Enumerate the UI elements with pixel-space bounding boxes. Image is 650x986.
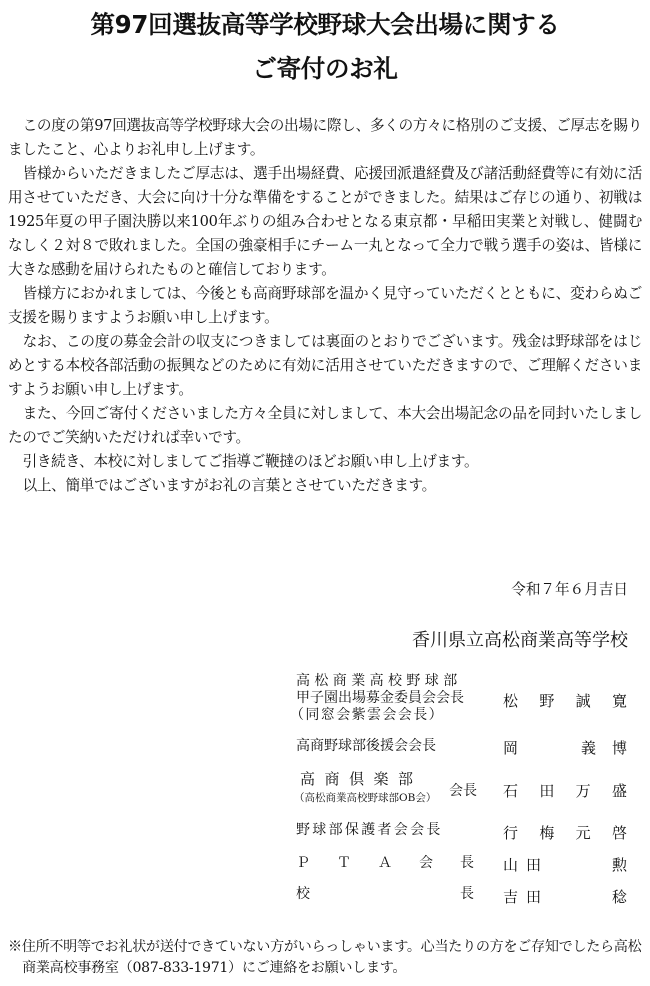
signatory-name	[503, 886, 627, 907]
name-char: 山	[503, 856, 519, 874]
name-char: 田	[539, 782, 555, 800]
signatory-role: 会長	[449, 783, 477, 799]
name-char: 誠	[575, 692, 591, 710]
name-char: 吉	[503, 888, 519, 906]
name-char: 稔	[611, 888, 627, 906]
title-char: 会	[419, 855, 433, 871]
paragraph: 引き続き、本校に対しましてご指導ご鞭撻のほどお願い申し上げます。	[22, 453, 479, 470]
name-char: 義	[580, 739, 596, 757]
name-char: 寛	[611, 692, 627, 710]
paragraph: 皆様方におかれましては、今後とも高商野球部を温かく見守っていただくとともに、変わらぬご支援を賜りますようお願い申し上げます。	[8, 285, 642, 326]
name-char: 野	[539, 692, 555, 710]
name-char: 石	[503, 782, 519, 800]
title-char: Ｐ	[296, 855, 310, 871]
name-char: 松	[503, 692, 519, 710]
paragraph: 皆様からいただきましたご厚志は、選手出場経費、応援団派遣経費及び諸活動経費等に有効に活用させていただき、大会に向け十分な準備をすることができました。結果はご存じの通り、初戦は1925年夏の甲子園決勝以来100年ぶりの組み合わせとなる東京都・早稲田実業と対戦し、健闘むなしく２対８で敗れました。全国の強豪相手にチーム一丸となって全力で戦う選手の姿は、皆様に大きな感動を届けられたものと確信しております。	[8, 165, 642, 278]
title-char: Ｔ	[337, 855, 351, 871]
name-char: 勲	[611, 856, 627, 874]
title-char: 校	[296, 886, 310, 902]
signatory-name	[503, 822, 627, 843]
paragraph: この度の第97回選抜高等学校野球大会の出場に際し、多くの方々に格別のご支援、ご厚志を賜りましたこと、心よりお礼申し上げます。	[8, 117, 642, 158]
footnote	[8, 937, 642, 979]
signatory-title	[296, 886, 474, 902]
name-char: 元	[575, 824, 591, 842]
title-char: 長	[460, 886, 474, 902]
document-subtitle: ご寄付のお礼	[252, 54, 398, 83]
signatory-title: 野球部保護者会会長	[296, 822, 443, 838]
letter-date: 令和７年６月吉日	[511, 581, 628, 598]
signatory-title	[296, 855, 474, 871]
name-char: 博	[611, 739, 627, 757]
document-title: 第97回選抜高等学校野球大会出場に関する	[90, 10, 560, 39]
name-char: 啓	[611, 824, 627, 842]
paragraph: なお、この度の募金会計の収支につきましては裏面のとおりでございます。残金は野球部をはじめとする本校各部活動の振興などのために有効に活用させていただきますので、ご理解くださいますようお願い申し上げます。	[8, 333, 642, 398]
signatory-title-line: （同窓会紫雲会会長）	[290, 707, 444, 723]
signatory-title: 高商倶楽部	[300, 770, 423, 788]
letter-body	[8, 114, 642, 498]
signatory-title-line: 甲子園出場募金委員会会長	[296, 690, 464, 706]
name-char: 万	[575, 782, 591, 800]
name-char: 田	[526, 856, 542, 874]
title-char: 長	[460, 855, 474, 871]
name-char: 盛	[611, 782, 627, 800]
signatory-title-line	[296, 673, 474, 689]
school-name: 香川県立高松商業高等学校	[412, 630, 628, 651]
signatory-name	[503, 854, 627, 875]
name-char: 行	[503, 824, 519, 842]
name-char: 梅	[539, 824, 555, 842]
paragraph: 以上、簡単ではございますがお礼の言葉とさせていただきます。	[22, 477, 436, 494]
signatory-name	[503, 780, 627, 801]
name-char: 田	[526, 888, 542, 906]
title-char: Ａ	[378, 855, 392, 871]
signatory-name	[503, 737, 627, 758]
name-char: 岡	[503, 739, 519, 757]
footnote-text: ※住所不明等でお礼状が送付できていない方がいらっしゃいます。心当たりの方をご存知でしたら高松商業高校事務室（087-833-1971）にご連絡をお願いします。	[8, 939, 642, 976]
signatory-name	[503, 690, 627, 711]
signatory-subtitle: （高松商業高校野球部OB会）	[294, 792, 437, 804]
title-char: 高松商業高校野球部	[296, 673, 462, 689]
paragraph: また、今回ご寄付くださいました方々全員に対しまして、本大会出場記念の品を同封いたしましたのでご笑納いただければ幸いです。	[8, 405, 642, 446]
signatory-title: 高商野球部後援会会長	[296, 738, 436, 754]
